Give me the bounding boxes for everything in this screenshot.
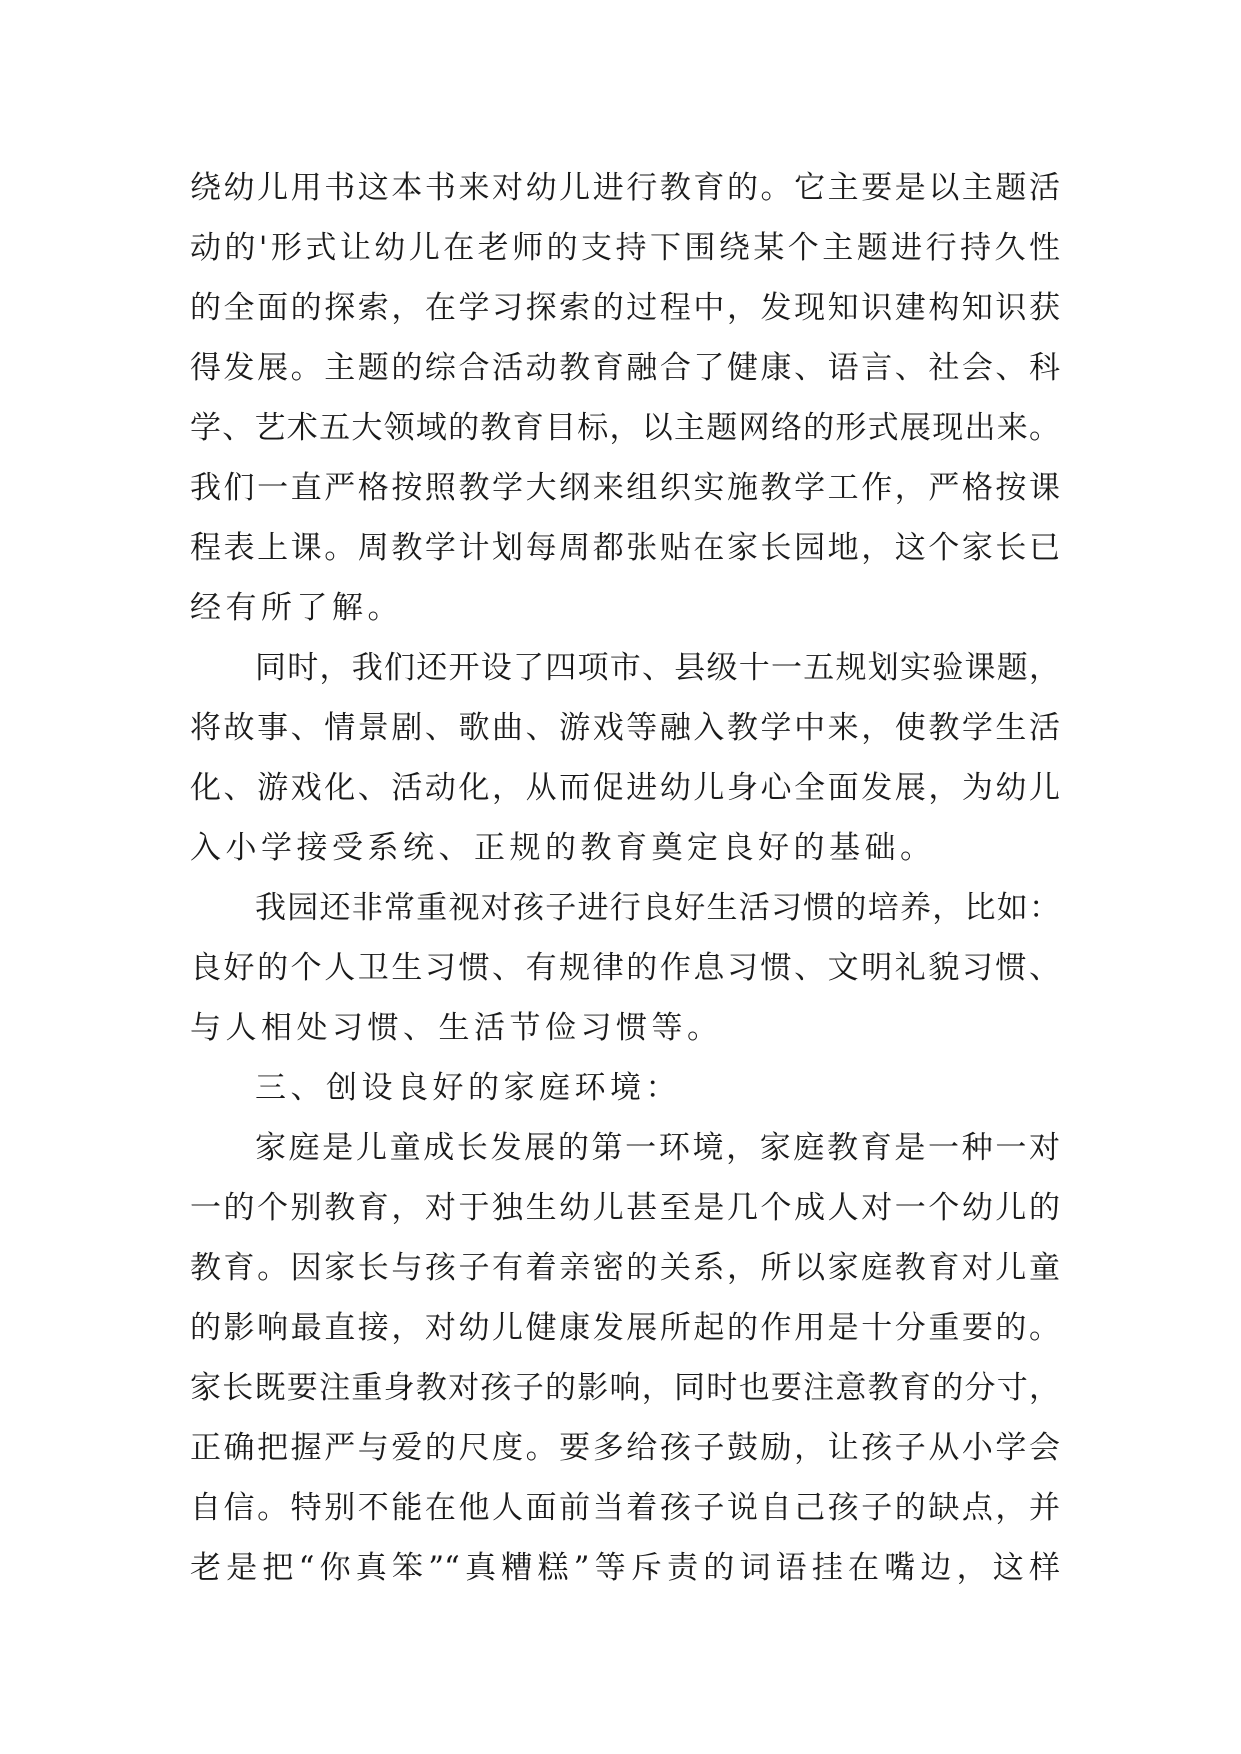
text-line: 一的个别教育，对于独生幼儿甚至是几个成人对一个幼儿的 bbox=[190, 1190, 1060, 1226]
text-line: 我们一直严格按照教学大纲来组织实施教学工作，严格按课 bbox=[190, 470, 1060, 506]
text-line: 将故事、情景剧、歌曲、游戏等融入教学中来，使教学生活 bbox=[190, 710, 1060, 746]
section-heading: 三、创设良好的家庭环境： bbox=[255, 1070, 681, 1106]
paragraph-first-line: 家庭是儿童成长发展的第一环境，家庭教育是一种一对 bbox=[255, 1130, 1060, 1166]
text-line: 学、艺术五大领域的教育目标，以主题网络的形式展现出来。 bbox=[190, 410, 1060, 446]
text-line: 教育。因家长与孩子有着亲密的关系，所以家庭教育对儿童 bbox=[190, 1250, 1060, 1286]
text-line: 得发展。主题的综合活动教育融合了健康、语言、社会、科 bbox=[190, 350, 1060, 386]
text-line: 与人相处习惯、生活节俭习惯等。 bbox=[190, 1010, 723, 1046]
text-line: 家长既要注重身教对孩子的影响，同时也要注意教育的分寸， bbox=[190, 1370, 1060, 1406]
text-line: 正确把握严与爱的尺度。要多给孩子鼓励，让孩子从小学会 bbox=[190, 1430, 1060, 1466]
text-line: 动的'形式让幼儿在老师的支持下围绕某个主题进行持久性 bbox=[190, 230, 1060, 266]
text-line: 良好的个人卫生习惯、有规律的作息习惯、文明礼貌习惯、 bbox=[190, 950, 1060, 986]
text-line: 的全面的探索，在学习探索的过程中，发现知识建构知识获 bbox=[190, 290, 1060, 326]
text-line: 老是把“你真笨”“真糟糕”等斥责的词语挂在嘴边，这样 bbox=[190, 1550, 1060, 1586]
text-line: 化、游戏化、活动化，从而促进幼儿身心全面发展，为幼儿 bbox=[190, 770, 1060, 806]
text-line: 经有所了解。 bbox=[190, 590, 403, 626]
paragraph-first-line: 我园还非常重视对孩子进行良好生活习惯的培养，比如： bbox=[255, 890, 1060, 926]
text-line: 的影响最直接，对幼儿健康发展所起的作用是十分重要的。 bbox=[190, 1310, 1060, 1346]
text-line: 程表上课。周教学计划每周都张贴在家长园地，这个家长已 bbox=[190, 530, 1060, 566]
paragraph-first-line: 同时，我们还开设了四项市、县级十一五规划实验课题， bbox=[255, 650, 1060, 686]
text-line: 入小学接受系统、正规的教育奠定良好的基础。 bbox=[190, 830, 936, 866]
text-line: 绕幼儿用书这本书来对幼儿进行教育的。它主要是以主题活 bbox=[190, 170, 1060, 206]
text-line: 自信。特别不能在他人面前当着孩子说自己孩子的缺点，并 bbox=[190, 1490, 1060, 1526]
